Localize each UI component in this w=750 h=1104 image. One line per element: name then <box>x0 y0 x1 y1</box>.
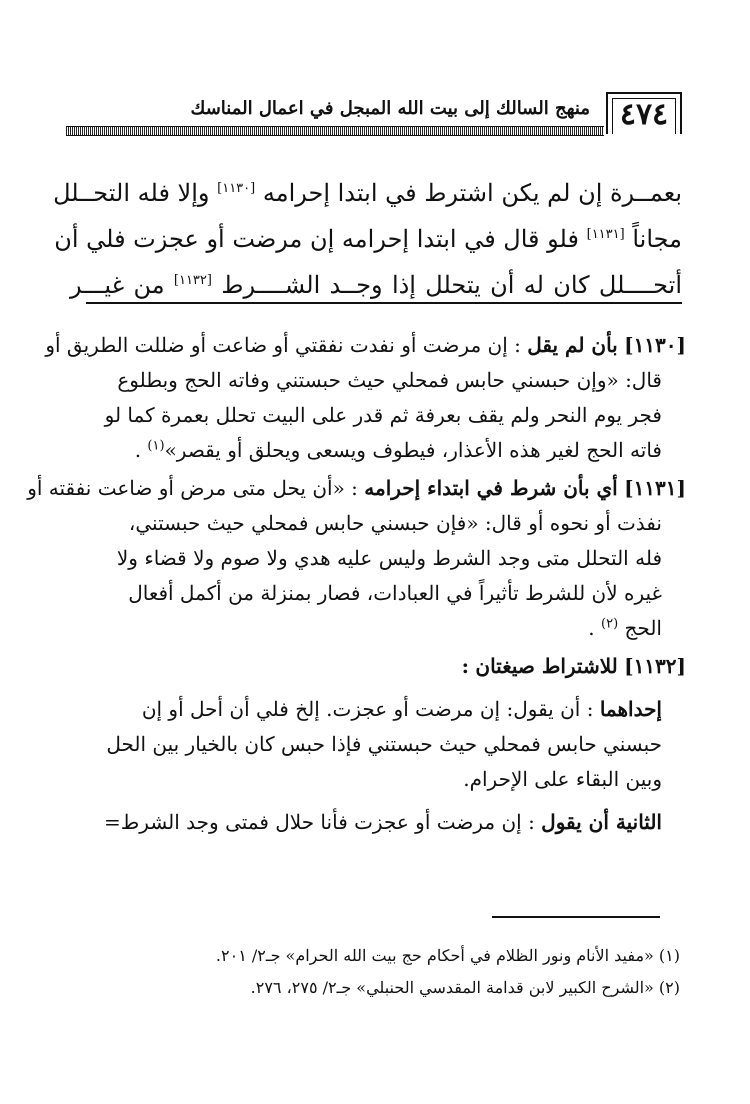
note-second-form <box>70 805 686 840</box>
main-line <box>53 170 682 216</box>
main-text-segment: بعمــرة إن لم يكن اشترط في ابتدا إحرامه <box>262 179 682 207</box>
footnote-1: (١) «مفيد الأنام ونور الظلام في أحكام حج بيت الله الحرام» جـ٢/ ٢٠١. <box>215 946 680 965</box>
note-end: : <box>461 654 470 678</box>
note-1131 <box>27 471 686 646</box>
note-end: . <box>588 616 595 640</box>
note-line: حبسني حابس فمحلي حيث حبستني فإذا حبس كان بالخيار بين الحل <box>106 732 662 756</box>
main-line <box>54 216 682 262</box>
footnote-divider <box>492 916 660 918</box>
commentary-notes <box>27 328 686 840</box>
main-text-divider <box>86 302 682 304</box>
page-number: ٤٧٤ <box>606 92 682 134</box>
running-title: منهج السالك إلى بيت الله المبجل في اعمال المناسك <box>190 98 590 119</box>
note-line <box>70 611 686 646</box>
note-ref: [١١٣١] <box>624 476 686 500</box>
note-ref: [١١٣٠] <box>624 333 686 357</box>
note-line: فله التحلل متى وجد الشرط وليس عليه هدي ولا صوم ولا قضاء ولا <box>116 546 662 570</box>
note-line: وبين البقاء على الإحرام. <box>463 767 662 791</box>
page-header <box>66 92 682 136</box>
main-text-segment: مجاناً <box>632 225 682 253</box>
note-line: قال: «وإن حبسني حابس فمحلي حيث حبستني وفاته الحج وبطلوع <box>117 368 662 392</box>
footnotes <box>80 940 680 1004</box>
spacer <box>70 797 686 805</box>
note-text: فاته الحج لغير هذه الأعذار، فيطوف ويسعى ويحلق أو يقصر» <box>164 438 662 462</box>
spacer <box>70 684 686 692</box>
main-text-segment: فلو قال في ابتدا إحرامه إن مرضت أو عجزت فلي أن <box>54 225 579 253</box>
footnote-marker: (١) <box>147 438 165 454</box>
note-line <box>70 433 686 468</box>
note-key: بأن لم يقل <box>527 333 618 357</box>
note-1130 <box>45 328 686 468</box>
note-text: : إن مرضت أو نفدت نفقتي أو ضاعت أو ضللت الطريق أو <box>45 333 521 357</box>
note-key: للاشتراط صيغتان <box>475 654 618 678</box>
note-key: إحداهما <box>599 697 662 721</box>
note-text: : «أن يحل متى مرض أو ضاعت نفقته أو <box>27 476 358 500</box>
note-text: : إن مرضت أو عجزت فأنا حلال فمتى وجد الشرط= <box>104 810 535 834</box>
note-line <box>70 649 686 684</box>
note-line <box>70 692 686 727</box>
note-text: : أن يقول: إن مرضت أو عجزت. إلخ فلي أن أحل أو إن <box>141 697 594 721</box>
note-line <box>45 328 686 363</box>
note-line: نفذت أو نحوه أو قال: «فإن حبسني حابس فمحلي حيث حبستني، <box>128 511 662 535</box>
note-line <box>27 471 686 506</box>
footnote-2: (٢) «الشرح الكبير لابن قدامة المقدسي الحنبلي» جـ٢/ ٢٧٥، ٢٧٦. <box>250 978 680 997</box>
reference-marker: [١١٣١] <box>586 227 625 242</box>
note-line: غيره لأن للشرط تأثيراً في العبادات، فصار بمنزلة من أكمل أفعال <box>128 581 662 605</box>
note-text: الحج <box>624 616 662 640</box>
main-text <box>53 170 682 308</box>
note-end: . <box>134 438 142 462</box>
note-line: فجر يوم النحر ولم يقف بعرفة ثم قدر على البيت تحلل بعمرة كما لو <box>104 403 662 427</box>
main-text-segment: وإلا فله التحــلل <box>53 179 210 207</box>
note-first-form <box>70 692 686 797</box>
main-text-segment: من غيـــر <box>70 271 165 299</box>
note-line <box>70 805 686 840</box>
header-rule <box>66 126 604 136</box>
reference-marker: [١١٣٠] <box>217 181 256 196</box>
reference-marker: [١١٣٢] <box>173 273 212 288</box>
note-key: أي بأن شرط في ابتداء إحرامه <box>364 476 618 500</box>
note-ref: [١١٣٢] <box>624 654 686 678</box>
note-key: الثانية أن يقول <box>541 810 662 834</box>
footnote-marker: (٢) <box>601 616 619 632</box>
note-1132 <box>70 649 686 684</box>
main-text-segment: أتحــــلل كان له أن يتحلل إذا وجــد الشــــرط <box>221 271 682 299</box>
